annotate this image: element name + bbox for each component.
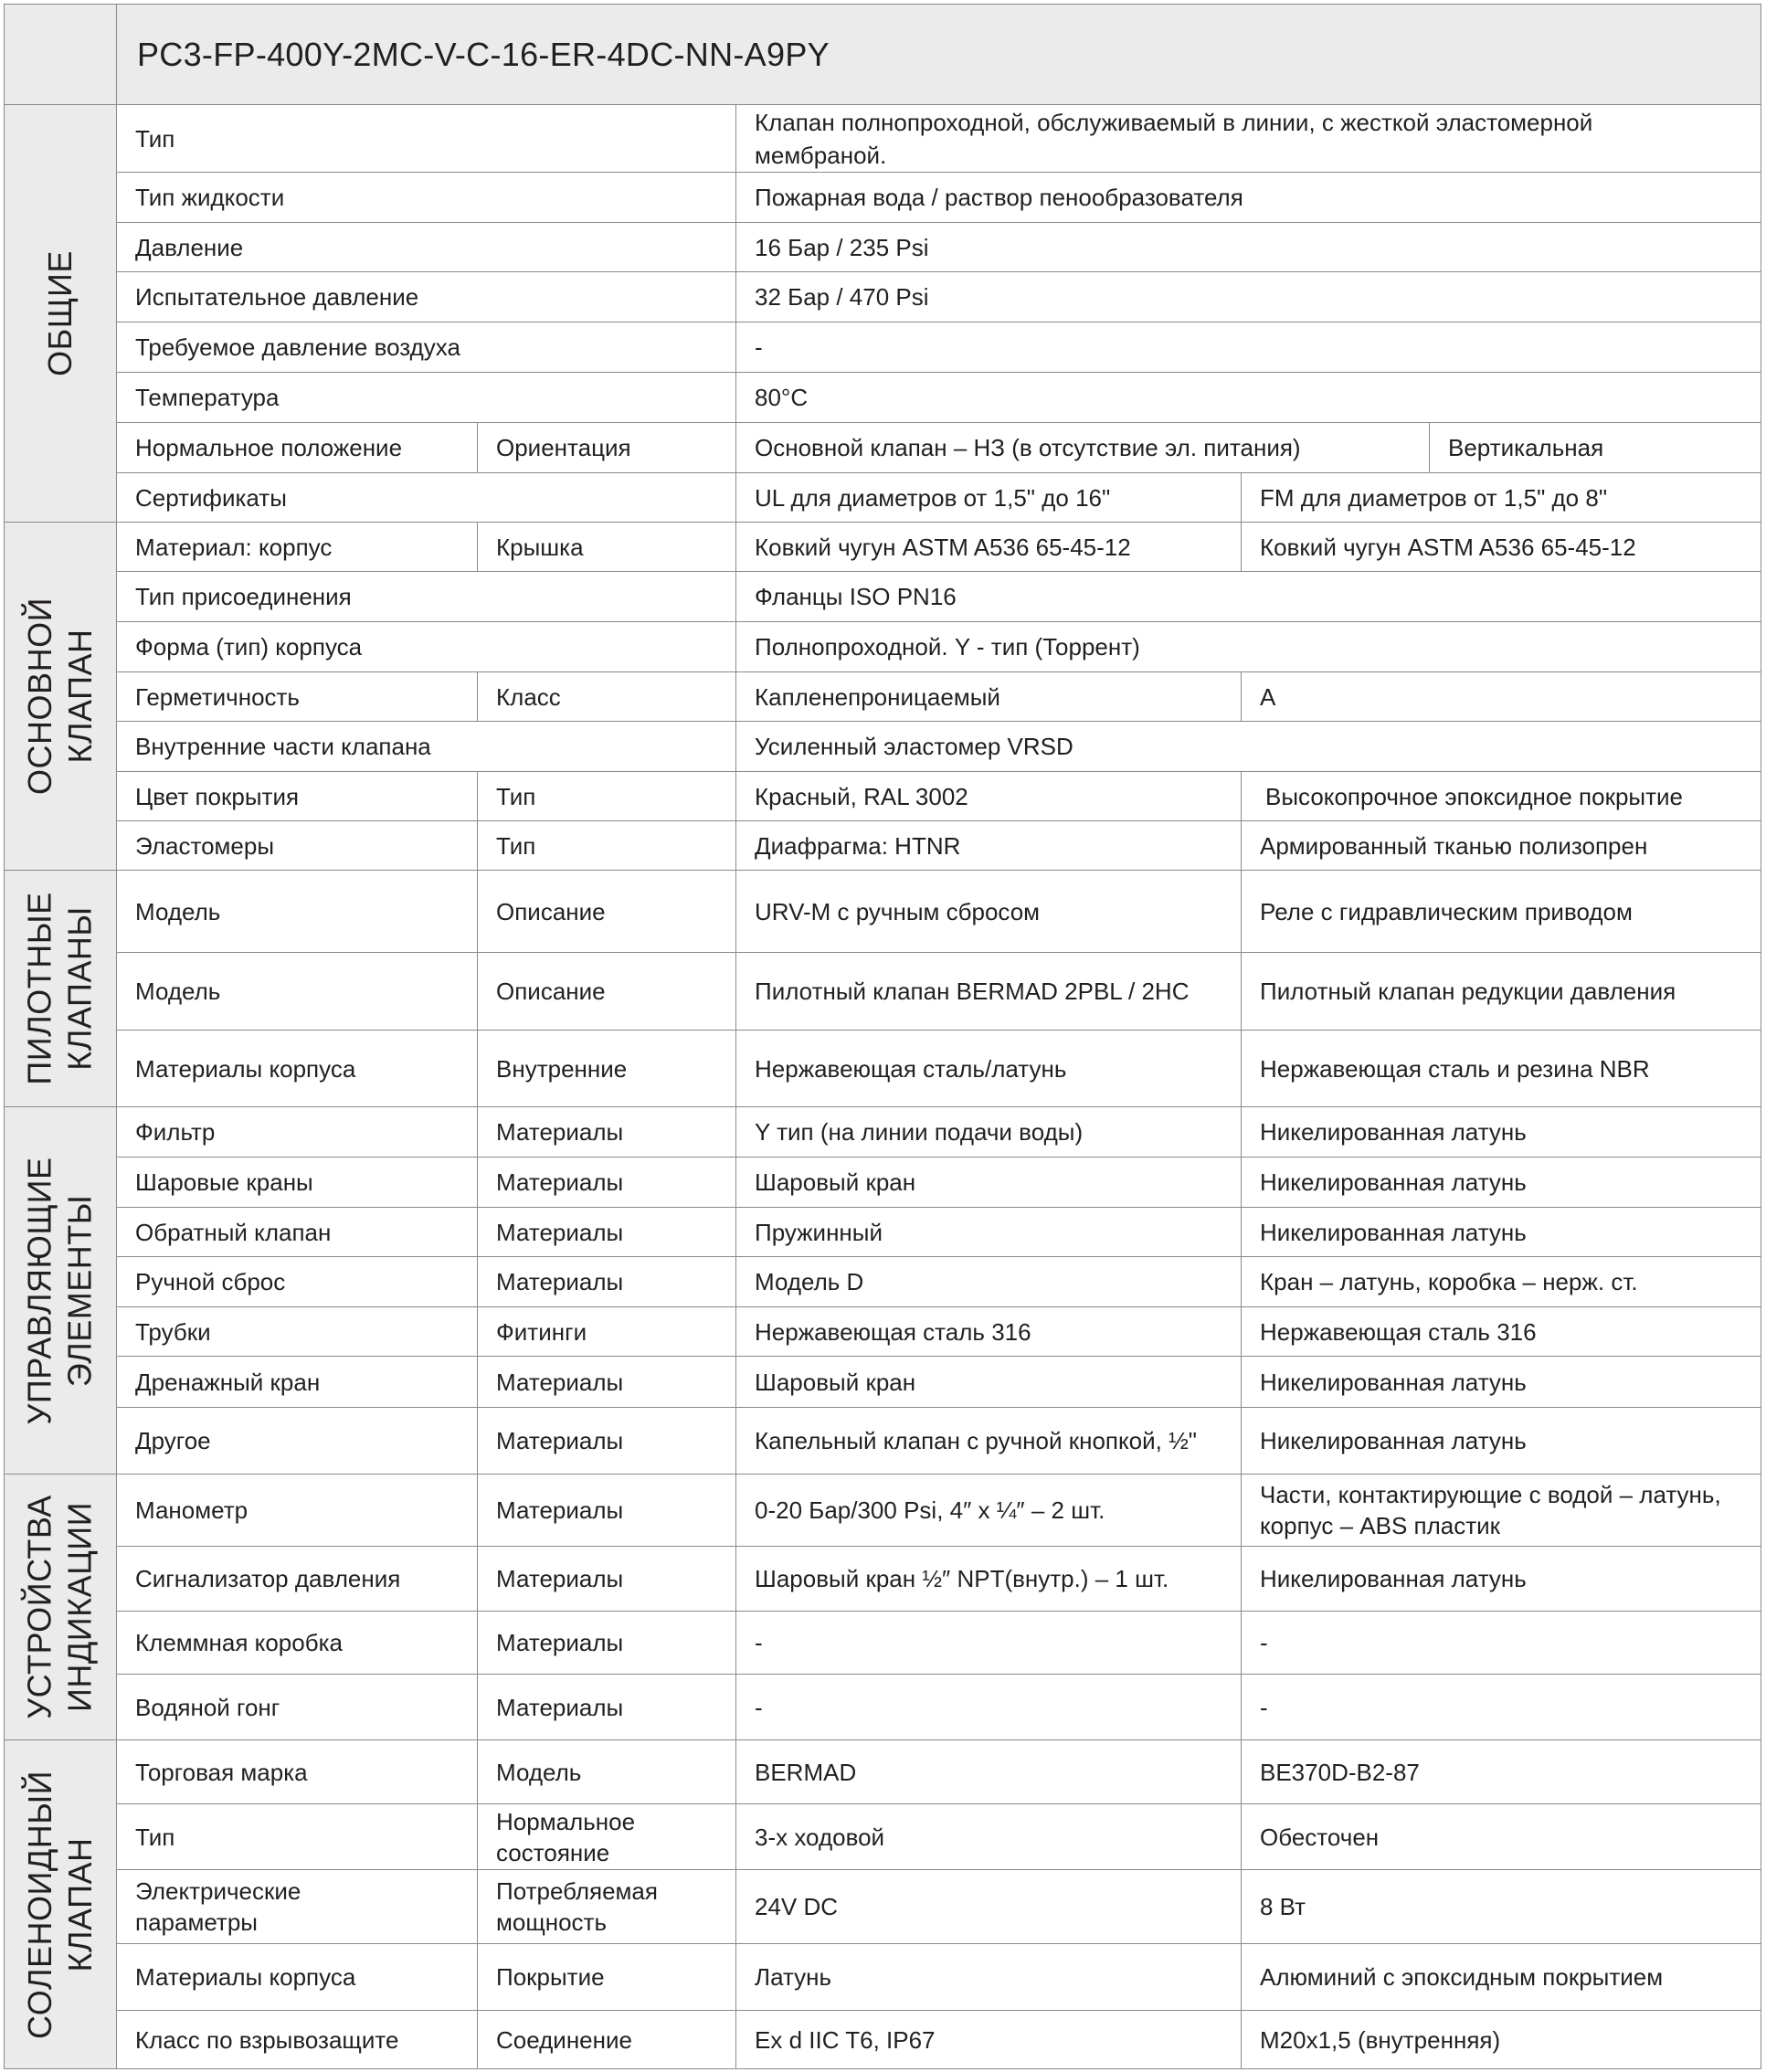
row-label: Форма (тип) корпуса — [116, 621, 736, 672]
row-value: - — [735, 1674, 1242, 1740]
row-label: Требуемое давление воздуха — [116, 322, 736, 373]
row-value-2: Никелированная латунь — [1241, 1546, 1761, 1612]
section-pilot-valves-label — [4, 870, 117, 1107]
row-sublabel: Материалы — [477, 1674, 736, 1740]
row-value: Капленепроницаемый — [735, 671, 1242, 722]
section-general-label — [4, 104, 117, 523]
row-value: Клапан полнопроходной, обслуживаемый в линии, с жесткой эластомерной мембраной. — [735, 104, 1761, 173]
row-value-2: Армированный тканью полизопрен — [1241, 820, 1761, 871]
row-value: 32 Бар / 470 Psi — [735, 271, 1761, 322]
row-value: Ex d IIC T6, IP67 — [735, 2010, 1242, 2069]
row-value: Пилотный клапан BERMAD 2PBL / 2HC — [735, 952, 1242, 1031]
row-value: Нержавеющая сталь 316 — [735, 1306, 1242, 1357]
row-label: Шаровые краны — [116, 1157, 478, 1208]
section-main-valve-text: ОСНОВНОЙ КЛАПАН — [21, 597, 100, 795]
row-value: URV-M с ручным сбросом — [735, 870, 1242, 953]
section-control-elements-label — [4, 1106, 117, 1475]
row-label: Трубки — [116, 1306, 478, 1357]
section-main-valve-label — [4, 522, 117, 871]
row-value-2: Обесточен — [1241, 1803, 1761, 1870]
row-value-2: - — [1241, 1674, 1761, 1740]
row-label: Электрические параметры — [116, 1869, 478, 1944]
row-sublabel: Материалы — [477, 1546, 736, 1612]
row-value-2: FM для диаметров от 1,5" до 8" — [1241, 472, 1761, 523]
row-value: - — [735, 322, 1761, 373]
row-value-2: Никелированная латунь — [1241, 1356, 1761, 1408]
row-sublabel: Материалы — [477, 1157, 736, 1208]
row-label: Торговая марка — [116, 1739, 478, 1804]
row-label: Эластомеры — [116, 820, 478, 871]
row-value-2: Никелированная латунь — [1241, 1157, 1761, 1208]
row-label: Испытательное давление — [116, 271, 736, 322]
row-value-2: Никелированная латунь — [1241, 1207, 1761, 1257]
row-label: Материал: корпус — [116, 522, 478, 572]
row-value: Полнопроходной. Y - тип (Торрент) — [735, 621, 1761, 672]
row-value-2: Кран – латунь, коробка – нерж. ст. — [1241, 1256, 1761, 1307]
row-label: Фильтр — [116, 1106, 478, 1158]
row-value: Модель D — [735, 1256, 1242, 1307]
section-indication-devices-text: УСТРОЙСТВА ИНДИКАЦИИ — [21, 1495, 100, 1719]
row-value-2: 8 Вт — [1241, 1869, 1761, 1944]
header-corner — [4, 4, 117, 105]
row-value-2: Нержавеющая сталь 316 — [1241, 1306, 1761, 1357]
row-label: Клеммная коробка — [116, 1611, 478, 1675]
row-value: Диафрагма: HTNR — [735, 820, 1242, 871]
row-value-2: Никелированная латунь — [1241, 1407, 1761, 1475]
row-sublabel: Материалы — [477, 1207, 736, 1257]
row-label: Модель — [116, 870, 478, 953]
row-value: 16 Бар / 235 Psi — [735, 222, 1761, 272]
row-value: 0-20 Бар/300 Psi, 4″ x ¼″ – 2 шт. — [735, 1474, 1242, 1547]
row-value-2: Нержавеющая сталь и резина NBR — [1241, 1030, 1761, 1107]
row-label: Модель — [116, 952, 478, 1031]
row-value: Нержавеющая сталь/латунь — [735, 1030, 1242, 1107]
row-label: Давление — [116, 222, 736, 272]
row-sublabel: Материалы — [477, 1106, 736, 1158]
row-sublabel: Фитинги — [477, 1306, 736, 1357]
row-value: Шаровый кран ½″ NPT(внутр.) – 1 шт. — [735, 1546, 1242, 1612]
row-label: Тип жидкости — [116, 172, 736, 223]
row-value: Основной клапан – НЗ (в отсутствие эл. питания) — [735, 422, 1430, 473]
row-value: Y тип (на линии подачи воды) — [735, 1106, 1242, 1158]
row-value: Капельный клапан с ручной кнопкой, ½" — [735, 1407, 1242, 1475]
row-sublabel: Нормальное состояние — [477, 1803, 736, 1870]
row-sublabel: Покрытие — [477, 1943, 736, 2011]
row-value: Шаровый кран — [735, 1356, 1242, 1408]
row-label: Дренажный кран — [116, 1356, 478, 1408]
row-value-2: Ковкий чугун ASTM A536 65-45-12 — [1241, 522, 1761, 572]
section-solenoid-valve-label — [4, 1739, 117, 2069]
row-sublabel: Потребляемая мощность — [477, 1869, 736, 1944]
row-label: Герметичность — [116, 671, 478, 722]
row-label: Класс по взрывозащите — [116, 2010, 478, 2069]
row-label: Сигнализатор давления — [116, 1546, 478, 1612]
row-value: Латунь — [735, 1943, 1242, 2011]
row-value: Шаровый кран — [735, 1157, 1242, 1208]
row-label: Сертификаты — [116, 472, 736, 523]
row-value-2: Пилотный клапан редукции давления — [1241, 952, 1761, 1031]
section-general-text: ОБЩИЕ — [41, 250, 79, 376]
row-value: 24V DC — [735, 1869, 1242, 1944]
section-solenoid-valve-text: СОЛЕНОИДНЫЙ КЛАПАН — [21, 1770, 100, 2039]
row-label: Тип — [116, 1803, 478, 1870]
row-label: Другое — [116, 1407, 478, 1475]
model-code-title — [116, 4, 1761, 105]
row-value-2: Никелированная латунь — [1241, 1106, 1761, 1158]
row-sublabel: Материалы — [477, 1611, 736, 1675]
row-value-2: - — [1241, 1611, 1761, 1675]
row-label: Ручной сброс — [116, 1256, 478, 1307]
row-label: Водяной гонг — [116, 1674, 478, 1740]
row-value-2: BE370D-B2-87 — [1241, 1739, 1761, 1804]
row-value-2: Высокопрочное эпоксидное покрытие — [1241, 771, 1761, 821]
row-label: Внутренние части клапана — [116, 721, 736, 772]
row-label: Материалы корпуса — [116, 1030, 478, 1107]
row-value: UL для диаметров от 1,5" до 16" — [735, 472, 1242, 523]
row-sublabel: Соединение — [477, 2010, 736, 2069]
row-value-2: A — [1241, 671, 1761, 722]
row-sublabel: Материалы — [477, 1474, 736, 1547]
row-value: Фланцы ISO PN16 — [735, 571, 1761, 622]
row-value: Усиленный эластомер VRSD — [735, 721, 1761, 772]
section-control-elements-text: УПРАВЛЯЮЩИЕ ЭЛЕМЕНТЫ — [21, 1156, 100, 1425]
row-value: Пружинный — [735, 1207, 1242, 1257]
row-value-2: M20x1,5 (внутренняя) — [1241, 2010, 1761, 2069]
section-indication-devices-label — [4, 1474, 117, 1740]
row-value: - — [735, 1611, 1242, 1675]
row-label: Температура — [116, 372, 736, 423]
row-label: Тип — [116, 104, 736, 173]
row-sublabel: Класс — [477, 671, 736, 722]
row-value: Красный, RAL 3002 — [735, 771, 1242, 821]
row-sublabel: Описание — [477, 870, 736, 953]
row-sublabel: Крышка — [477, 522, 736, 572]
section-pilot-valves-text: ПИЛОТНЫЕ КЛАПАНЫ — [21, 892, 99, 1085]
row-label: Тип присоединения — [116, 571, 736, 622]
row-label: Материалы корпуса — [116, 1943, 478, 2011]
row-sublabel: Модель — [477, 1739, 736, 1804]
row-value-2: Алюминий с эпоксидным покрытием — [1241, 1943, 1761, 2011]
row-label: Цвет покрытия — [116, 771, 478, 821]
row-sublabel: Описание — [477, 952, 736, 1031]
row-sublabel: Тип — [477, 771, 736, 821]
row-label: Обратный клапан — [116, 1207, 478, 1257]
row-value-2: Части, контактирующие с водой – латунь, корпус – ABS пластик — [1241, 1474, 1761, 1547]
row-label: Манометр — [116, 1474, 478, 1547]
row-sublabel: Материалы — [477, 1407, 736, 1475]
row-value: 80°C — [735, 372, 1761, 423]
row-sublabel: Материалы — [477, 1256, 736, 1307]
row-value: BERMAD — [735, 1739, 1242, 1804]
row-value: 3-х ходовой — [735, 1803, 1242, 1870]
row-sublabel: Тип — [477, 820, 736, 871]
row-value: Пожарная вода / раствор пенообразователя — [735, 172, 1761, 223]
row-label: Нормальное положение — [116, 422, 478, 473]
row-value-2: Реле с гидравлическим приводом — [1241, 870, 1761, 953]
row-sublabel: Ориентация — [477, 422, 736, 473]
model-code-text: PC3-FP-400Y-2MC-V-C-16-ER-4DC-NN-A9PY — [137, 35, 830, 73]
row-sublabel: Материалы — [477, 1356, 736, 1408]
row-value: Ковкий чугун ASTM A536 65-45-12 — [735, 522, 1242, 572]
row-value-2: Вертикальная — [1429, 422, 1761, 473]
row-sublabel: Внутренние — [477, 1030, 736, 1107]
